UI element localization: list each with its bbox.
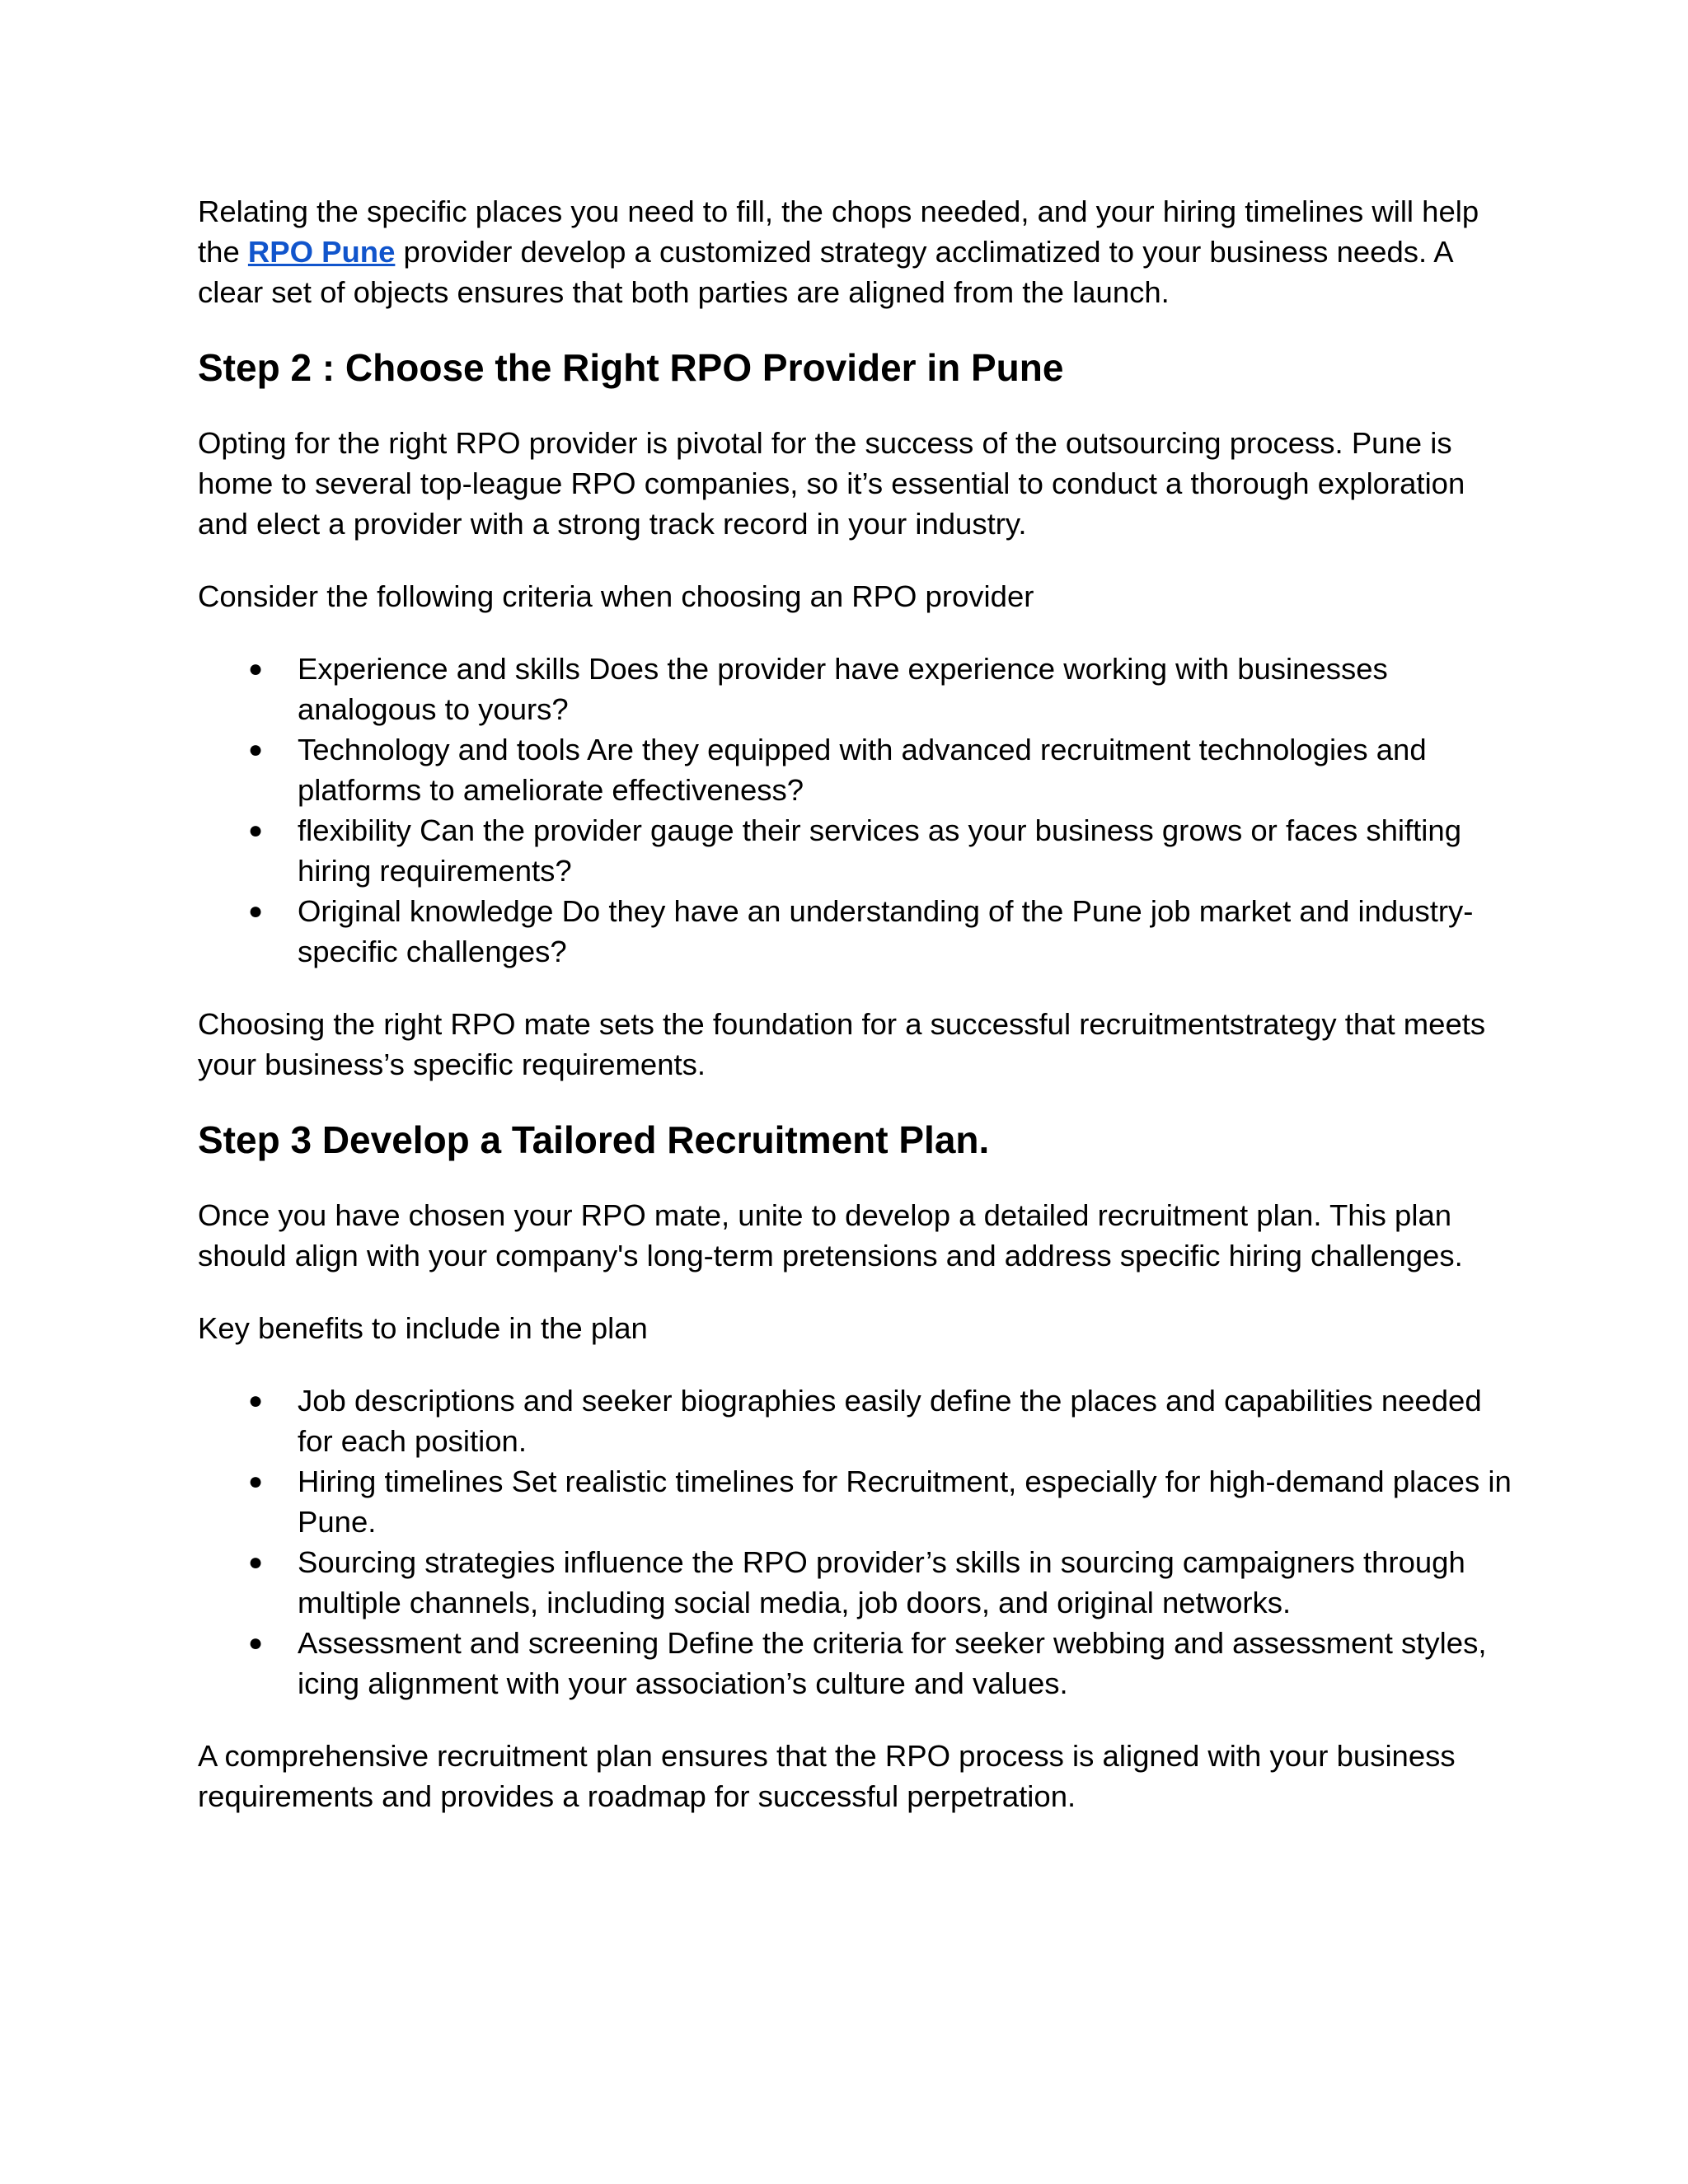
list-item [198, 891, 1517, 972]
step3-heading: Step 3 Develop a Tailored Recruitment Plan. [198, 1118, 990, 1161]
bullet-icon: ● [248, 1549, 264, 1576]
list-item-text: Sourcing strategies influence the RPO provider’s skills in sourcing campaigners through multiple channels, including social media, job doors, and original networks. [298, 1545, 1465, 1619]
list-item [198, 729, 1517, 810]
criteria-intro: Consider the following criteria when choosing an RPO provider [198, 579, 1034, 613]
step3-conclusion: A comprehensive recruitment plan ensures that the RPO process is aligned with your business requirements and provides a roadmap for successful perpetration. [198, 1739, 1456, 1813]
list-item-text: Job descriptions and seeker biographies easily define the places and capabilities needed for each position. [298, 1384, 1482, 1458]
bullet-icon: ● [248, 736, 264, 763]
bullet-icon: ● [248, 655, 264, 682]
list-item-text: Assessment and screening Define the criteria for seeker webbing and assessment styles, icing alignment with your association’s culture and values. [298, 1626, 1487, 1700]
list-item [198, 1623, 1517, 1704]
bullet-icon: ● [248, 898, 264, 925]
step2-conclusion: Choosing the right RPO mate sets the foundation for a successful recruitmentstrategy that meets your business’s specific requirements. [198, 1007, 1486, 1081]
list-item-text: Experience and skills Does the provider have experience working with businesses analogous to yours? [298, 652, 1388, 726]
criteria-list [198, 649, 1517, 972]
benefits-intro: Key benefits to include in the plan [198, 1311, 648, 1345]
intro-text-after-link: provider develop a customized strategy acclimatized to your business needs. A clear set of objects ensures that both parties are aligned from the launch. [198, 235, 1452, 309]
document-page [198, 191, 1517, 1816]
intro-text-before-link: Relating the specific places you need to fill, the chops needed, and your hiring timelines will help the [198, 194, 1479, 269]
rpo-pune-link[interactable]: RPO Pune [247, 235, 396, 269]
bullet-icon: ● [248, 1468, 264, 1495]
benefits-list [198, 1380, 1517, 1704]
list-item [198, 810, 1517, 891]
step2-heading: Step 2 : Choose the Right RPO Provider in Pune [198, 346, 1064, 389]
list-item [198, 649, 1517, 729]
list-item-text: Original knowledge Do they have an understanding of the Pune job market and industry-specific challenges? [298, 894, 1474, 968]
bullet-icon: ● [248, 817, 264, 844]
list-item [198, 1542, 1517, 1623]
bullet-icon: ● [248, 1387, 264, 1414]
list-item-text: Hiring timelines Set realistic timelines for Recruitment, especially for high-demand places in Pune. [298, 1465, 1512, 1539]
step2-paragraph: Opting for the right RPO provider is pivotal for the success of the outsourcing process. Pune is home to several top-league RPO companies, so it’s essential to conduct a thorough exploration and elect a provider with a strong track record in your industry. [198, 426, 1465, 541]
list-item [198, 1380, 1517, 1461]
bullet-icon: ● [248, 1629, 264, 1657]
list-item-text: flexibility Can the provider gauge their services as your business grows or faces shifting hiring requirements? [298, 813, 1462, 888]
list-item-text: Technology and tools Are they equipped with advanced recruitment technologies and platforms to ameliorate effectiveness? [298, 733, 1427, 807]
intro-paragraph [198, 191, 1517, 312]
list-item [198, 1461, 1517, 1542]
step3-paragraph: Once you have chosen your RPO mate, unite to develop a detailed recruitment plan. This plan should align with your company's long-term pretensions and address specific hiring challenges. [198, 1198, 1463, 1272]
